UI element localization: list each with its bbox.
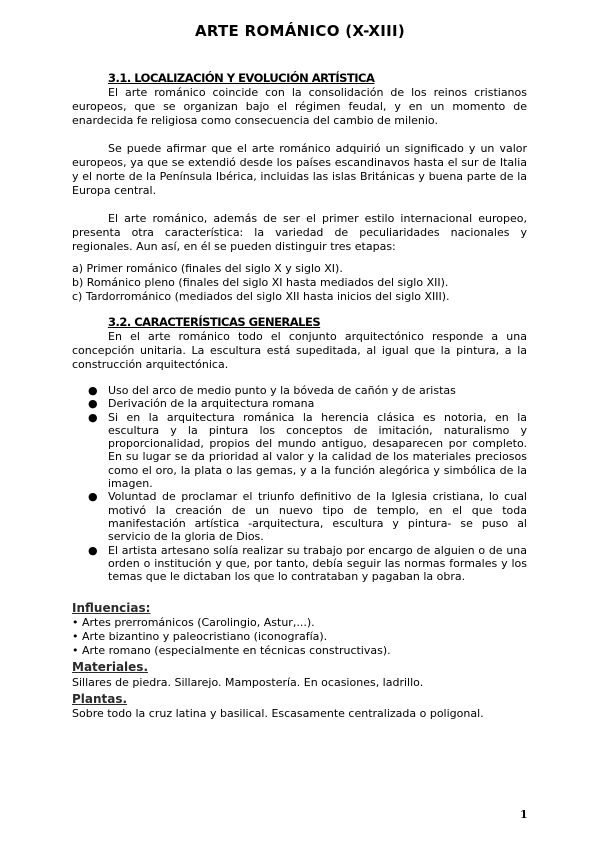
section-heading-localizacion: 3.1. LOCALIZACIÓN Y EVOLUCIÓN ARTÍSTICA <box>108 71 375 85</box>
characteristics-list <box>72 384 527 583</box>
bullet-icon: ● <box>88 384 98 397</box>
list-item: ● Voluntad de proclamar el triunfo definitivo de la Iglesia cristiana, lo cual motivó la creación de un nuevo tipo de templo, en el que toda manifestación artística -arquitectura, escultura y pintura- se puso al servicio de la gloria de Dios. <box>88 490 527 544</box>
influencias-list <box>72 616 527 658</box>
list-item: ● El artista artesano solía realizar su trabajo por encargo de alguien o de una orden o institución y que, por tanto, debía seguir las normas formales y los temas que le dictaban los que lo contrataban y pagaban la obra. <box>88 543 527 584</box>
heading-influencias: Influencias: <box>72 601 151 615</box>
page-number: 1 <box>520 808 528 821</box>
bullet-icon: ● <box>88 397 98 411</box>
page-title: ARTE ROMÁNICO (X-XIII) <box>194 22 406 40</box>
list-item: • Arte romano (especialmente en técnicas constructivas). <box>72 644 391 658</box>
section-heading-caracteristicas: 3.2. CARACTERÍSTICAS GENERALES <box>108 315 321 329</box>
stage-item: c) Tardorrománico (mediados del siglo XII hasta inicios del siglo XIII). <box>72 290 450 304</box>
bullet-icon: ● <box>88 543 98 557</box>
plantas-text: Sobre todo la cruz latina y basilical. Escasamente centralizada o poligonal. <box>72 707 484 720</box>
heading-materiales: Materiales. <box>72 660 148 674</box>
stages-list <box>72 262 527 304</box>
list-item: • Arte bizantino y paleocristiano (iconografía). <box>72 630 328 644</box>
stage-item: b) Románico pleno (finales del siglo XI hasta mediados del siglo XII). <box>72 276 449 290</box>
paragraph-significado-europeo: Se puede afirmar que el arte románico adquirió un significado y un valor europeos, ya que se extendió desde los países escandinavos hasta el sur de Italia y el norte de la Península Ibérica, incluidas las islas Británicas y buena parte de la Europa central. <box>72 142 527 198</box>
heading-plantas: Plantas. <box>72 692 128 706</box>
bullet-icon: ● <box>88 410 98 424</box>
list-item: • Artes prerrománicos (Carolingio, Astur,...). <box>72 616 315 629</box>
paragraph-concepcion-unitaria: En el arte románico todo el conjunto arquitectónico responde a una concepción unitaria. La escultura está supeditada, al igual que la pintura, a la construcción arquitectónica. <box>72 330 527 372</box>
stage-item: a) Primer románico (finales del siglo X y siglo XI). <box>72 262 343 275</box>
list-item: ● Uso del arco de medio punto y la bóveda de cañón y de aristas <box>88 384 456 397</box>
paragraph-consolidacion: El arte románico coincide con la consolidación de los reinos cristianos europeos, que se organizan bajo el régimen feudal, y en un momento de enardecida fe religiosa como consecuencia del cambio de milenio. <box>72 86 527 128</box>
paragraph-estilo-internacional: El arte románico, además de ser el primer estilo internacional europeo, presenta otra característica: la variedad de peculiaridades nacionales y regionales. Aun así, en él se pueden distinguir tres etapas: <box>72 212 527 254</box>
list-item: ● Si en la arquitectura románica la herencia clásica es notoria, en la escultura y la pintura los conceptos de imitación, naturalismo y proporcionalidad, propios del mundo antiguo, desaparecen por completo. En su lugar se da prioridad al valor y la calidad de los materiales preciosos como el oro, la plata o las gemas, y a la función alegórica y simbólica de la imagen. <box>88 410 527 491</box>
materiales-text: Sillares de piedra. Sillarejo. Mampostería. En ocasiones, ladrillo. <box>72 676 424 689</box>
bullet-icon: ● <box>88 490 98 504</box>
list-item: ● Derivación de la arquitectura romana <box>88 397 315 411</box>
